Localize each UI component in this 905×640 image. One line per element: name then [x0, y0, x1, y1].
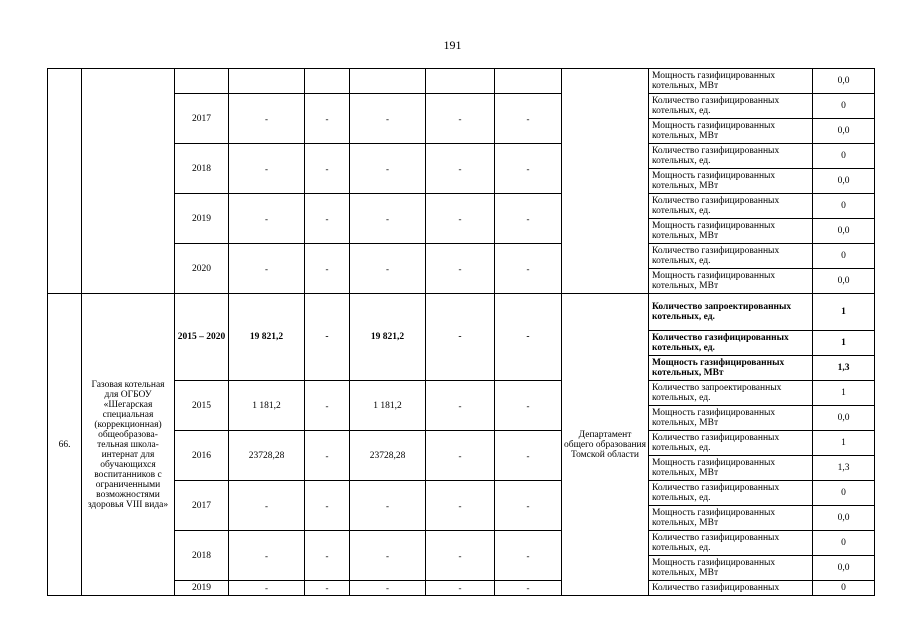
value-cell: - [350, 481, 426, 531]
indicator-label: Мощность газифицированных котельных, МВт [649, 456, 813, 481]
indicator-value: 1 [813, 294, 875, 331]
table-row [48, 294, 875, 331]
value-cell: - [305, 581, 350, 596]
value-cell: - [495, 294, 562, 381]
value-cell: - [305, 294, 350, 381]
indicator-label: Количество газифицированных котельных, ед. [649, 94, 813, 119]
indicator-label: Количество газифицированных котельных, ед. [649, 481, 813, 506]
value-cell [426, 69, 495, 94]
value-cell: - [305, 381, 350, 431]
indicator-value: 1 [813, 381, 875, 406]
value-cell: - [350, 94, 426, 144]
value-cell: - [426, 294, 495, 381]
indicator-value: 0 [813, 481, 875, 506]
indicator-value: 0,0 [813, 556, 875, 581]
value-cell: - [495, 431, 562, 481]
value-cell: 23728,28 [229, 431, 305, 481]
value-cell: - [229, 581, 305, 596]
indicator-value: 0,0 [813, 269, 875, 294]
indicator-value: 0 [813, 581, 875, 596]
value-cell: - [229, 481, 305, 531]
indicator-label: Количество газифицированных котельных, ед. [649, 144, 813, 169]
year-cell: 2015 – 2020 [175, 294, 229, 381]
indicator-label: Количество газифицированных котельных, ед. [649, 431, 813, 456]
value-cell: - [426, 194, 495, 244]
value-cell [495, 69, 562, 94]
indicator-label: Мощность газифицированных котельных, МВт [649, 406, 813, 431]
indicator-label: Количество газифицированных котельных, ед. [649, 331, 813, 356]
year-cell: 2017 [175, 94, 229, 144]
program-table [47, 68, 875, 596]
value-cell: - [495, 244, 562, 294]
object-name-cell [82, 69, 175, 294]
value-cell: - [495, 144, 562, 194]
value-cell: 19 821,2 [350, 294, 426, 381]
value-cell: - [229, 244, 305, 294]
object-name-cell: Газовая котельная для ОГБОУ «Шегарская специальная (коррекционная) общеобразова-тельная школа-интернат для обучающихся воспитанников с ограниченными возможностями здоровья VIII вида» [82, 294, 175, 596]
value-cell: - [495, 381, 562, 431]
value-cell: - [229, 531, 305, 581]
value-cell: - [495, 194, 562, 244]
value-cell: - [426, 244, 495, 294]
indicator-value: 1 [813, 431, 875, 456]
indicator-label: Мощность газифицированных котельных, МВт [649, 219, 813, 244]
value-cell: - [305, 194, 350, 244]
value-cell: - [229, 194, 305, 244]
value-cell: - [229, 144, 305, 194]
value-cell: - [305, 144, 350, 194]
indicator-value: 0,0 [813, 506, 875, 531]
indicator-value: 0 [813, 144, 875, 169]
indicator-label: Количество газифицированных котельных, ед. [649, 244, 813, 269]
indicator-label: Количество газифицированных котельных, ед. [649, 531, 813, 556]
indicator-value: 0,0 [813, 406, 875, 431]
indicator-value: 1 [813, 331, 875, 356]
value-cell: 23728,28 [350, 431, 426, 481]
value-cell: - [229, 94, 305, 144]
value-cell: - [495, 94, 562, 144]
value-cell: - [305, 531, 350, 581]
value-cell [229, 69, 305, 94]
year-cell: 2016 [175, 431, 229, 481]
value-cell: - [495, 581, 562, 596]
indicator-label: Мощность газифицированных котельных, МВт [649, 169, 813, 194]
indicator-label: Мощность газифицированных котельных, МВт [649, 506, 813, 531]
value-cell: - [305, 481, 350, 531]
indicator-value: 0 [813, 531, 875, 556]
value-cell: - [305, 244, 350, 294]
indicator-label: Количество газифицированных котельных, ед. [649, 194, 813, 219]
indicator-value: 0 [813, 244, 875, 269]
value-cell: - [426, 581, 495, 596]
indicator-label: Мощность газифицированных котельных, МВт [649, 556, 813, 581]
year-cell: 2019 [175, 581, 229, 596]
indicator-value: 0 [813, 94, 875, 119]
indicator-label: Мощность газифицированных котельных, МВт [649, 119, 813, 144]
value-cell: - [426, 431, 495, 481]
indicator-value: 0,0 [813, 69, 875, 94]
value-cell: - [495, 481, 562, 531]
value-cell: 19 821,2 [229, 294, 305, 381]
value-cell: - [426, 94, 495, 144]
indicator-value: 0,0 [813, 219, 875, 244]
value-cell: - [350, 581, 426, 596]
year-cell: 2018 [175, 144, 229, 194]
indicator-label: Количество запроектированных котельных, ед. [649, 381, 813, 406]
value-cell: - [305, 431, 350, 481]
value-cell: 1 181,2 [350, 381, 426, 431]
indicator-label: Мощность газифицированных котельных, МВт [649, 269, 813, 294]
indicator-value: 0,0 [813, 119, 875, 144]
value-cell [305, 69, 350, 94]
indicator-label: Количество газифицированных [649, 581, 813, 596]
indicator-label: Количество запроектированных котельных, ед. [649, 294, 813, 331]
value-cell: - [350, 531, 426, 581]
indicator-value: 1,3 [813, 356, 875, 381]
row-number-cell: 66. [48, 294, 82, 596]
value-cell: - [350, 194, 426, 244]
page-number: 191 [443, 38, 462, 52]
value-cell: - [426, 144, 495, 194]
year-cell: 2015 [175, 381, 229, 431]
value-cell: - [305, 94, 350, 144]
value-cell: - [350, 144, 426, 194]
value-cell: - [495, 531, 562, 581]
year-cell: 2018 [175, 531, 229, 581]
executor-cell [562, 69, 649, 294]
value-cell: - [350, 244, 426, 294]
value-cell: - [426, 531, 495, 581]
value-cell: - [426, 381, 495, 431]
indicator-label: Мощность газифицированных котельных, МВт [649, 356, 813, 381]
indicator-label: Мощность газифицированных котельных, МВт [649, 69, 813, 94]
indicator-value: 0 [813, 194, 875, 219]
year-cell [175, 69, 229, 94]
year-cell: 2017 [175, 481, 229, 531]
value-cell: - [426, 481, 495, 531]
table-row [48, 69, 875, 94]
indicator-value: 0,0 [813, 169, 875, 194]
row-number-cell [48, 69, 82, 294]
value-cell: 1 181,2 [229, 381, 305, 431]
year-cell: 2020 [175, 244, 229, 294]
year-cell: 2019 [175, 194, 229, 244]
executor-cell: Департамент общего образования Томской области [562, 294, 649, 596]
value-cell [350, 69, 426, 94]
indicator-value: 1,3 [813, 456, 875, 481]
